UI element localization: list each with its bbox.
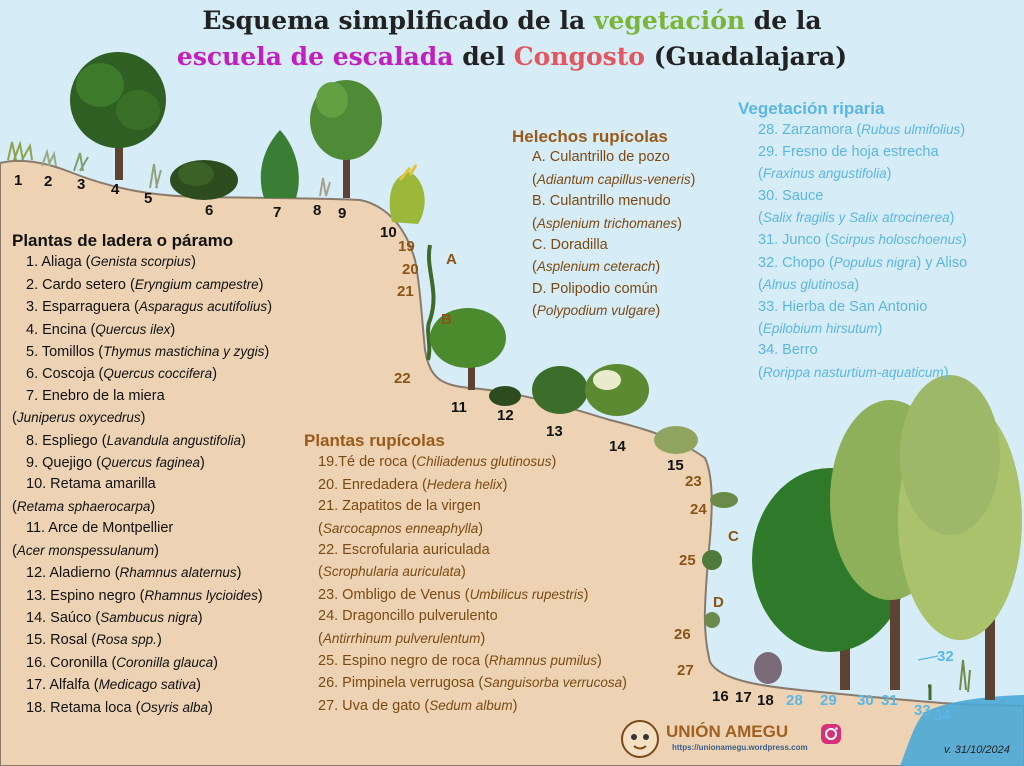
ladera-item-4: 4. Encina (Quercus ilex) — [26, 321, 176, 338]
helechos-item-3-line2: (Asplenium ceterach) — [532, 259, 661, 276]
rupicolas-item-label: 23. Ombligo de Venus — [318, 586, 461, 603]
ladera-item-13: 13. Espino negro (Rhamnus lycioides) — [26, 587, 263, 604]
marker-24: 24 — [690, 501, 707, 518]
marker-6: 6 — [205, 202, 214, 219]
helechos-item-label: B. Culantrillo menudo — [532, 193, 671, 210]
helechos-item-scientific-name: Polypodium vulgare — [536, 303, 656, 319]
ladera-item-label: 8. Espliego — [26, 432, 98, 449]
ladera-item-label: 16. Coronilla — [26, 654, 108, 671]
title-escuela: escuela de escalada — [176, 42, 454, 71]
riparia-item-2 — [758, 142, 1018, 163]
ladera-item-scientific-name: Rhamnus alaternus — [119, 565, 237, 581]
ladera-item-label: 12. Aladierno — [26, 565, 111, 582]
ladera-item-scientific-name: Juniperus oxycedrus — [16, 410, 141, 426]
marker-11: 11 — [451, 399, 467, 416]
ladera-item-label: 11. Arce de Montpellier — [26, 520, 174, 537]
rupicolas-item-label: 19.Té de roca — [318, 454, 408, 471]
marker-17: 17 — [735, 689, 752, 706]
ladera-item-7-line2: (Juniperus oxycedrus) — [12, 410, 146, 427]
marker-21: 21 — [397, 283, 414, 300]
marker-15: 15 — [667, 457, 684, 474]
marker-34: 34 — [934, 707, 951, 724]
riparia-item-6-line2: (Epilobium hirsutum) — [758, 321, 883, 338]
riparia-items — [738, 119, 1018, 384]
helechos-item-1 — [532, 147, 742, 168]
marker-1: 1 — [14, 172, 23, 189]
ladera-item-scientific-name: Asparagus acutifolius — [138, 299, 268, 315]
riparia-item-1: 28. Zarzamora (Rubus ulmifolius) — [758, 122, 966, 139]
riparia-item-3 — [758, 186, 1018, 207]
ladera-item-label: 17. Alfalfa — [26, 677, 90, 694]
ladera-item-scientific-name: Sambucus nigra — [100, 609, 198, 625]
riparia-heading: Vegetación riparia — [738, 99, 885, 118]
rupicolas-item-label: 20. Enredadera — [318, 476, 418, 493]
helechos-item-1-line2: (Adiantum capillus-veneris) — [532, 171, 696, 188]
ladera-item-scientific-name: Medicago sativa — [98, 677, 197, 693]
riparia-item-5: 32. Chopo (Populus nigra) y Aliso — [758, 254, 968, 271]
plant-espino-13 — [532, 366, 588, 414]
marker-7: 7 — [273, 204, 282, 221]
marker-33: 33 — [914, 702, 931, 719]
helechos-heading: Helechos rupícolas — [512, 127, 668, 146]
ladera-item-15: 15. Rosal (Rosa spp.) — [26, 632, 162, 649]
ladera-item-17: 17. Alfalfa (Medicago sativa) — [26, 677, 201, 694]
ladera-list — [12, 230, 332, 719]
rupicolas-item-scientific-name: Antirrhinum pulverulentum — [322, 630, 481, 646]
marker-31: 31 — [881, 692, 898, 709]
ladera-item-3: 3. Esparraguera (Asparagus acutifolius) — [26, 299, 273, 316]
ladera-item-scientific-name: Quercus coccifera — [103, 366, 213, 382]
marker-22: 22 — [394, 370, 411, 387]
riparia-item-extra: y Aliso — [921, 254, 968, 271]
helechos-item-4-line2: (Polypodium vulgare) — [532, 303, 661, 320]
ladera-item-label: 7. Enebro de la miera — [26, 387, 165, 404]
ladera-item-5: 5. Tomillos (Thymus mastichina y zygis) — [26, 344, 270, 361]
plant-aladierno-12 — [489, 386, 521, 406]
ladera-item-10-line2: (Retama sphaerocarpa) — [12, 498, 156, 515]
riparia-item-5-line2: (Alnus glutinosa) — [758, 277, 860, 294]
ladera-item-18: 18. Retama loca (Osyris alba) — [26, 699, 213, 716]
marker-28: 28 — [786, 692, 803, 709]
riparia-item-2-line2: (Fraxinus angustifolia) — [758, 166, 892, 183]
rupicolas-item-6 — [318, 606, 674, 627]
version-label: v. 31/10/2024 — [944, 744, 1010, 756]
ladera-item-scientific-name: Rhamnus lycioides — [144, 587, 258, 603]
riparia-item-4: 31. Junco (Scirpus holoschoenus) — [758, 232, 967, 249]
rupicolas-item-label: 27. Uva de gato — [318, 697, 421, 714]
ladera-item-9: 9. Quejigo (Quercus faginea) — [26, 455, 205, 472]
helechos-item-scientific-name: Asplenium ceterach — [536, 259, 656, 275]
marker-27: 27 — [677, 662, 694, 679]
rupicolas-item-label: 26. Pimpinela verrugosa — [318, 675, 475, 692]
riparia-item-7 — [758, 340, 1018, 361]
title-vegetacion: vegetación — [593, 6, 746, 35]
rupicolas-heading: Plantas rupícolas — [304, 431, 445, 450]
rupicolas-item-4 — [318, 540, 674, 561]
helechos-item-label: D. Polipodio común — [532, 280, 658, 297]
helechos-item-2 — [532, 191, 742, 212]
helechos-item-4 — [532, 279, 742, 300]
rupicolas-item-3 — [318, 496, 674, 517]
helechos-item-label: A. Culantrillo de pozo — [532, 149, 670, 166]
helechos-list — [512, 126, 742, 323]
ladera-item-scientific-name: Genista scorpius — [90, 254, 192, 270]
riparia-item-scientific-name: Scirpus holoschoenus — [829, 232, 962, 248]
riparia-item-label: 33. Hierba de San Antonio — [758, 298, 928, 315]
riparia-item-label: 28. Zarzamora — [758, 122, 853, 139]
riparia-item-scientific-name: Populus nigra — [833, 254, 917, 270]
title-text-a: Esquema simplificado de la — [202, 6, 594, 35]
marker-fern-c: C — [728, 528, 739, 545]
ladera-item-label: 13. Espino negro — [26, 587, 136, 604]
riparia-item-scientific-name: Epilobium hirsutum — [762, 321, 878, 337]
marker-29: 29 — [820, 692, 837, 709]
rupicolas-item-scientific-name: Sedum album — [429, 697, 513, 713]
rupicolas-item-scientific-name: Sanguisorba verrucosa — [483, 675, 623, 691]
ladera-item-12: 12. Aladierno (Rhamnus alaternus) — [26, 565, 242, 582]
ladera-item-11-line2: (Acer monspessulanum) — [12, 542, 160, 559]
helechos-items — [512, 147, 742, 322]
plant-coscoja-6 — [170, 160, 238, 200]
riparia-item-scientific-name-2: Alnus glutinosa — [762, 277, 855, 293]
ladera-item-7 — [26, 386, 332, 407]
ladera-item-label: 2. Cardo setero — [26, 276, 126, 293]
rupicolas-item-1: 19.Té de roca (Chiliadenus glutinosus) — [318, 454, 557, 471]
marker-20: 20 — [402, 261, 419, 278]
marker-2: 2 — [44, 173, 53, 190]
rupicolas-item-8: 26. Pimpinela verrugosa (Sanguisorba verrucosa) — [318, 675, 627, 692]
riparia-item-label: 31. Junco — [758, 232, 821, 249]
ladera-item-label: 9. Quejigo — [26, 455, 93, 472]
riparia-item-label: 29. Fresno de hoja estrecha — [758, 143, 939, 160]
helechos-item-scientific-name: Asplenium trichomanes — [536, 215, 678, 231]
rupicolas-item-2: 20. Enredadera (Hedera helix) — [318, 476, 508, 493]
ladera-item-label: 4. Encina — [26, 321, 87, 338]
marker-fern-d: D — [713, 594, 724, 611]
marker-5: 5 — [144, 190, 153, 207]
riparia-item-scientific-name: Salix fragilis y Salix atrocinerea — [762, 210, 950, 226]
rupicolas-item-scientific-name: Rhamnus pumilus — [488, 653, 597, 669]
rupicolas-item-label: 25. Espino negro de roca — [318, 653, 481, 670]
ladera-item-label: 6. Coscoja — [26, 366, 95, 383]
ladera-item-6: 6. Coscoja (Quercus coccifera) — [26, 366, 218, 383]
ladera-item-label: 5. Tomillos — [26, 344, 95, 361]
helechos-item-2-line2: (Asplenium trichomanes) — [532, 215, 683, 232]
marker-8: 8 — [313, 202, 322, 219]
ladera-item-label: 3. Esparraguera — [26, 299, 130, 316]
marker-fern-b: B — [441, 311, 452, 328]
ladera-item-11 — [26, 518, 332, 539]
marker-18: 18 — [757, 692, 774, 709]
rupicolas-item-label: 24. Dragoncillo pulverulento — [318, 608, 498, 625]
ladera-item-label: 15. Rosal — [26, 632, 88, 649]
riparia-item-scientific-name: Fraxinus angustifolia — [762, 166, 887, 182]
marker-19: 19 — [398, 238, 415, 255]
ladera-item-label: 18. Retama loca — [26, 699, 132, 716]
marker-13: 13 — [546, 423, 563, 440]
ladera-item-scientific-name: Retama sphaerocarpa — [16, 498, 151, 514]
instagram-icon[interactable] — [820, 723, 842, 745]
marker-16: 16 — [712, 688, 729, 705]
rupicolas-item-scientific-name: Umbilicus rupestris — [469, 586, 584, 602]
rupicolas-item-scientific-name: Sarcocapnos enneaphylla — [322, 520, 479, 536]
ladera-item-scientific-name: Lavandula angustifolia — [106, 432, 241, 448]
rupicolas-item-9: 27. Uva de gato (Sedum album) — [318, 697, 518, 714]
plant-sauco-14 — [585, 364, 649, 416]
title-line-1 — [0, 6, 1024, 35]
rupicolas-item-scientific-name: Scrophularia auriculata — [322, 564, 461, 580]
ladera-item-label: 10. Retama amarilla — [26, 476, 156, 493]
title-del: del — [453, 42, 514, 71]
helechos-item-scientific-name: Adiantum capillus-veneris — [536, 171, 691, 187]
helechos-item-3 — [532, 235, 742, 256]
rupicolas-item-6-line2: (Antirrhinum pulverulentum) — [318, 630, 486, 647]
rupicolas-item-label: 21. Zapatitos de la virgen — [318, 498, 481, 515]
marker-4: 4 — [111, 181, 120, 198]
riparia-list — [738, 98, 1018, 384]
ladera-item-scientific-name: Thymus mastichina y zygis — [103, 344, 265, 360]
marker-32: 32 — [937, 648, 954, 665]
marker-fern-a: A — [446, 251, 457, 268]
marker-3: 3 — [77, 176, 86, 193]
rupicolas-list — [304, 430, 674, 717]
riparia-item-3-line2: (Salix fragilis y Salix atrocinerea) — [758, 210, 955, 227]
marker-23: 23 — [685, 473, 702, 490]
ladera-item-scientific-name: Acer monspessulanum — [16, 542, 155, 558]
ladera-heading: Plantas de ladera o páramo — [12, 231, 234, 250]
title-congosto: Congosto — [513, 42, 645, 71]
ladera-item-scientific-name: Osyris alba — [140, 699, 208, 715]
ladera-item-14: 14. Saúco (Sambucus nigra) — [26, 609, 203, 626]
marker-14: 14 — [609, 438, 626, 455]
rupicolas-item-label: 22. Escrofularia auriculada — [318, 542, 490, 559]
ladera-items — [12, 251, 332, 719]
helechos-item-label: C. Doradilla — [532, 237, 608, 254]
ladera-item-scientific-name: Quercus faginea — [100, 455, 201, 471]
riparia-item-label: 34. Berro — [758, 342, 818, 359]
riparia-item-label: 32. Chopo — [758, 254, 825, 271]
ladera-item-label: 14. Saúco — [26, 609, 92, 626]
riparia-item-scientific-name: Rorippa nasturtium-aquaticum — [762, 364, 944, 380]
ladera-item-8: 8. Espliego (Lavandula angustifolia) — [26, 432, 246, 449]
ladera-item-scientific-name: Rosa spp. — [96, 632, 157, 648]
ladera-item-scientific-name: Eryngium campestre — [134, 276, 259, 292]
title-text-c: de la — [745, 6, 822, 35]
riparia-item-7-line2: (Rorippa nasturtium-aquaticum) — [758, 364, 949, 381]
marker-26: 26 — [674, 626, 691, 643]
rupicolas-item-7: 25. Espino negro de roca (Rhamnus pumilus) — [318, 653, 602, 670]
rupicolas-item-4-line2: (Scrophularia auriculata) — [318, 564, 466, 581]
rupicolas-items — [304, 451, 674, 717]
title-guadalajara: (Guadalajara) — [644, 42, 848, 71]
riparia-item-label: 30. Sauce — [758, 187, 824, 204]
ladera-item-scientific-name: Coronilla glauca — [116, 654, 214, 670]
title-line-2 — [0, 42, 1024, 71]
footer-url-link[interactable]: https://unionamegu.wordpress.com — [672, 743, 808, 752]
riparia-item-scientific-name: Rubus ulmifolius — [861, 122, 961, 138]
ladera-item-scientific-name: Quercus ilex — [95, 321, 171, 337]
ladera-item-10 — [26, 474, 332, 495]
ladera-item-label: 1. Aliaga — [26, 254, 82, 271]
ladera-item-16: 16. Coronilla (Coronilla glauca) — [26, 654, 218, 671]
marker-30: 30 — [857, 692, 874, 709]
rupicolas-item-scientific-name: Hedera helix — [426, 476, 503, 492]
marker-10: 10 — [380, 224, 397, 241]
rupicolas-item-3-line2: (Sarcocapnos enneaphylla) — [318, 520, 484, 537]
marker-9: 9 — [338, 205, 347, 222]
logo-text: UNIÓN AMEGU — [666, 722, 789, 741]
logo-mascot-icon — [620, 719, 660, 759]
riparia-item-6 — [758, 297, 1018, 318]
marker-12: 12 — [497, 407, 514, 424]
ladera-item-2: 2. Cardo setero (Eryngium campestre) — [26, 276, 264, 293]
rupicolas-item-5: 23. Ombligo de Venus (Umbilicus rupestris) — [318, 586, 589, 603]
marker-25: 25 — [679, 552, 696, 569]
rupicolas-item-scientific-name: Chiliadenus glutinosus — [416, 454, 552, 470]
ladera-item-1: 1. Aliaga (Genista scorpius) — [26, 254, 196, 271]
